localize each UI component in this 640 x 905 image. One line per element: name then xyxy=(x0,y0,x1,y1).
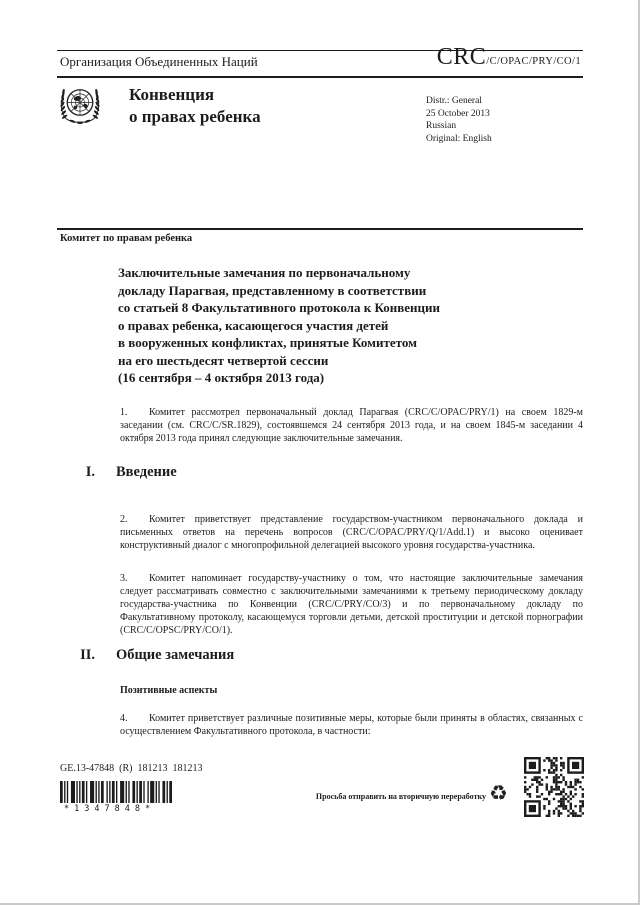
recycle-note: Просьба отправить на вторичную переработку xyxy=(315,792,486,801)
paragraph-2 xyxy=(120,513,583,552)
section-title: Введение xyxy=(116,464,177,480)
language-line: Russian xyxy=(426,121,457,132)
section-numeral: II. xyxy=(80,647,95,663)
title-line: в вооруженных конфликтах, принятые Комитетом xyxy=(118,335,417,350)
original-language-line: Original: English xyxy=(426,133,492,144)
title-line: Заключительные замечания по первоначальному xyxy=(118,265,411,280)
paragraph-text: Комитет приветствует представление государством-участником первоначального доклада и письменных ответов на перечень вопросов (CRC/C/OPAC/PRY/Q/1/Add.1) и высоко оценивает конструктивный диалог с многопрофильной делегацией высокого уровня государства-участника. xyxy=(120,514,583,551)
paragraph-1 xyxy=(120,406,583,445)
document-symbol xyxy=(437,44,581,71)
qr-svg xyxy=(524,757,584,817)
barcode xyxy=(60,781,178,814)
barcode-text: *1347848* xyxy=(64,804,156,814)
title-line: со статьей 8 Факультативного протокола к Конвенции xyxy=(118,300,440,315)
paragraph-text: Комитет напоминает государству-участнику о том, что настоящие заключительные замечания следует рассматривать совместно с заключительными замечаниями к третьему периодическому докладу государства-участника по Конвенции (CRC/C/PRY/CO/3) и по первоначальному докладу по Факультативному протоколу, касающемуся торговли детьми, детской проституции и детской порнографии (CRC/C/OPSC/PRY/CO/1). xyxy=(120,573,583,636)
un-emblem-icon xyxy=(56,82,104,143)
recycle-icon: ♻ xyxy=(489,781,508,805)
paragraph-text: Комитет рассмотрел первоначальный доклад Парагвая (CRC/C/OPAC/PRY/1) на своем 1829-м заседании (см. CRC/C/SR.1829), состоявшемся 24 сентября 2013 года, и на своем 1845-м заседании 4 октября 2013 года принял следующие заключительные замечания. xyxy=(120,407,583,444)
title-line: докладу Парагвая, представленному в соответствии xyxy=(118,282,427,298)
paragraph-number: 1. xyxy=(120,407,128,418)
title-line: о правах ребенка, касающегося участия детей xyxy=(118,317,389,333)
un-org-name: Организация Объединенных Наций xyxy=(60,54,258,69)
paragraph-number: 2. xyxy=(120,514,128,525)
convention-title-line1: Конвенция xyxy=(129,85,215,104)
document-symbol-prefix: CRC xyxy=(436,44,487,70)
header-bottom-rule xyxy=(57,76,583,78)
committee-name: Комитет по правам ребенка xyxy=(60,233,193,244)
qr-code xyxy=(524,757,584,822)
paragraph-3 xyxy=(120,572,583,637)
paragraph-number: 3. xyxy=(120,573,128,584)
distribution-block xyxy=(426,95,492,145)
section-title: Общие замечания xyxy=(116,647,235,663)
paragraph-text: Комитет приветствует различные позитивные меры, которые были приняты в областях, связанных с осуществлением Факультативного протокола, в частности: xyxy=(120,713,583,737)
section-numeral: I. xyxy=(85,464,95,480)
section-heading-general-remarks xyxy=(60,647,583,664)
paragraph-4 xyxy=(120,712,583,738)
subsection-heading-positive-aspects: Позитивные аспекты xyxy=(120,685,218,696)
distr-line: Distr.: General xyxy=(426,96,482,106)
date-line: 25 October 2013 xyxy=(426,108,490,119)
committee-separator-rule xyxy=(57,228,583,230)
title-line: на его шестьдесят четвертой сессии xyxy=(118,352,329,368)
convention-title-line2: о правах ребенка xyxy=(129,107,261,126)
paragraph-number: 4. xyxy=(120,713,128,724)
document-reference-id: GE.13-47848 (R) 181213 181213 xyxy=(60,763,203,774)
section-heading-introduction xyxy=(60,464,583,481)
title-line: (16 сентября – 4 октября 2013 года) xyxy=(118,370,325,385)
document-title xyxy=(118,264,440,387)
barcode-bars xyxy=(60,781,172,803)
convention-title xyxy=(129,84,261,128)
document-symbol-suffix: /C/OPAC/PRY/CO/1 xyxy=(486,56,581,67)
